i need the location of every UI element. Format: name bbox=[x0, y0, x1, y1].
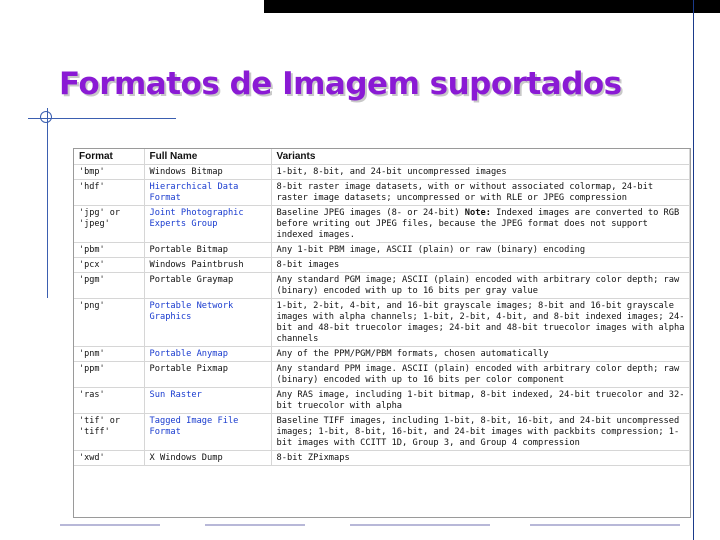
variants-cell: 8-bit images bbox=[271, 258, 690, 273]
format-name-link[interactable]: Portable Anymap bbox=[144, 347, 271, 362]
format-name-cell: Windows Bitmap bbox=[144, 165, 271, 180]
variants-cell: Baseline TIFF images, including 1-bit, 8-bit, 16-bit, and 24-bit uncompressed images; 1-bit, 8-bit, 16-bit, and 24-bit images with packbits compression; 1-bit images with CCITT 1D, Group 3, and Group 4 compression bbox=[271, 414, 690, 451]
variants-cell bbox=[271, 206, 690, 243]
table-row bbox=[74, 451, 690, 466]
format-code-cell: 'pgm' bbox=[74, 273, 144, 299]
format-name-cell: Windows Paintbrush bbox=[144, 258, 271, 273]
variants-cell: 1-bit, 8-bit, and 24-bit uncompressed images bbox=[271, 165, 690, 180]
table-row bbox=[74, 362, 690, 388]
variants-cell: Any standard PPM image. ASCII (plain) encoded with arbitrary color depth; raw (binary) encoded with up to 16 bits per color component bbox=[271, 362, 690, 388]
format-code-cell: 'pnm' bbox=[74, 347, 144, 362]
format-code-cell: 'ppm' bbox=[74, 362, 144, 388]
table-row bbox=[74, 414, 690, 451]
format-name-cell: X Windows Dump bbox=[144, 451, 271, 466]
format-code-cell: 'xwd' bbox=[74, 451, 144, 466]
format-code-cell: 'png' bbox=[74, 299, 144, 347]
format-name-cell: Portable Graymap bbox=[144, 273, 271, 299]
title-decoration-circle bbox=[40, 111, 52, 123]
formats-table bbox=[74, 149, 690, 466]
table-row bbox=[74, 388, 690, 414]
format-code-cell: 'bmp' bbox=[74, 165, 144, 180]
title-decoration-vertical-line bbox=[47, 108, 48, 298]
table-row bbox=[74, 299, 690, 347]
format-name-link[interactable]: Sun Raster bbox=[144, 388, 271, 414]
bottom-decoration-lines bbox=[60, 524, 700, 528]
variants-cell: Any of the PPM/PGM/PBM formats, chosen automatically bbox=[271, 347, 690, 362]
format-code-cell: 'jpg' or 'jpeg' bbox=[74, 206, 144, 243]
variants-cell: Any RAS image, including 1-bit bitmap, 8-bit indexed, 24-bit truecolor and 32-bit truecolor with alpha bbox=[271, 388, 690, 414]
table-row bbox=[74, 206, 690, 243]
variants-text: Baseline JPEG images (8- or 24-bit) bbox=[276, 208, 465, 218]
format-name-link[interactable]: Portable Network Graphics bbox=[144, 299, 271, 347]
formats-table-container bbox=[73, 148, 691, 518]
format-name-link[interactable]: Tagged Image File Format bbox=[144, 414, 271, 451]
table-row bbox=[74, 243, 690, 258]
format-code-cell: 'pcx' bbox=[74, 258, 144, 273]
format-name-link[interactable]: Hierarchical Data Format bbox=[144, 180, 271, 206]
variants-cell: 8-bit raster image datasets, with or without associated colormap, 24-bit raster image datasets; uncompressed or with RLE or JPEG compression bbox=[271, 180, 690, 206]
format-name-link[interactable]: Joint Photographic Experts Group bbox=[144, 206, 271, 243]
format-code-cell: 'hdf' bbox=[74, 180, 144, 206]
table-header-row bbox=[74, 149, 690, 165]
variants-cell: 8-bit ZPixmaps bbox=[271, 451, 690, 466]
variants-cell: Any standard PGM image; ASCII (plain) encoded with arbitrary color depth; raw (binary) encoded with up to 16 bits per gray value bbox=[271, 273, 690, 299]
header-format: Format bbox=[74, 149, 144, 165]
header-variants: Variants bbox=[271, 149, 690, 165]
right-decoration-line bbox=[693, 0, 694, 540]
format-code-cell: 'pbm' bbox=[74, 243, 144, 258]
variants-text: Indexed images are converted to RGB before writing out JPEG files, because the JPEG format does not support indexed images. bbox=[276, 208, 680, 240]
table-row bbox=[74, 180, 690, 206]
variants-cell: 1-bit, 2-bit, 4-bit, and 16-bit grayscale images; 8-bit and 16-bit grayscale images with alpha channels; 1-bit, 2-bit, 4-bit, and 8-bit indexed images; 24-bit and 48-bit truecolor images; 24-bit and 48-bit truecolor images with alpha channels bbox=[271, 299, 690, 347]
table-row bbox=[74, 347, 690, 362]
table-row bbox=[74, 165, 690, 180]
format-code-cell: 'ras' bbox=[74, 388, 144, 414]
format-name-cell: Portable Pixmap bbox=[144, 362, 271, 388]
top-decoration-bar bbox=[264, 0, 720, 13]
header-full-name: Full Name bbox=[144, 149, 271, 165]
variants-cell: Any 1-bit PBM image, ASCII (plain) or raw (binary) encoding bbox=[271, 243, 690, 258]
variants-note-label: Note: bbox=[464, 208, 491, 218]
table-row bbox=[74, 273, 690, 299]
slide-title: Formatos de Imagem suportados bbox=[59, 66, 622, 102]
format-code-cell: 'tif' or 'tiff' bbox=[74, 414, 144, 451]
table-row bbox=[74, 258, 690, 273]
format-name-cell: Portable Bitmap bbox=[144, 243, 271, 258]
